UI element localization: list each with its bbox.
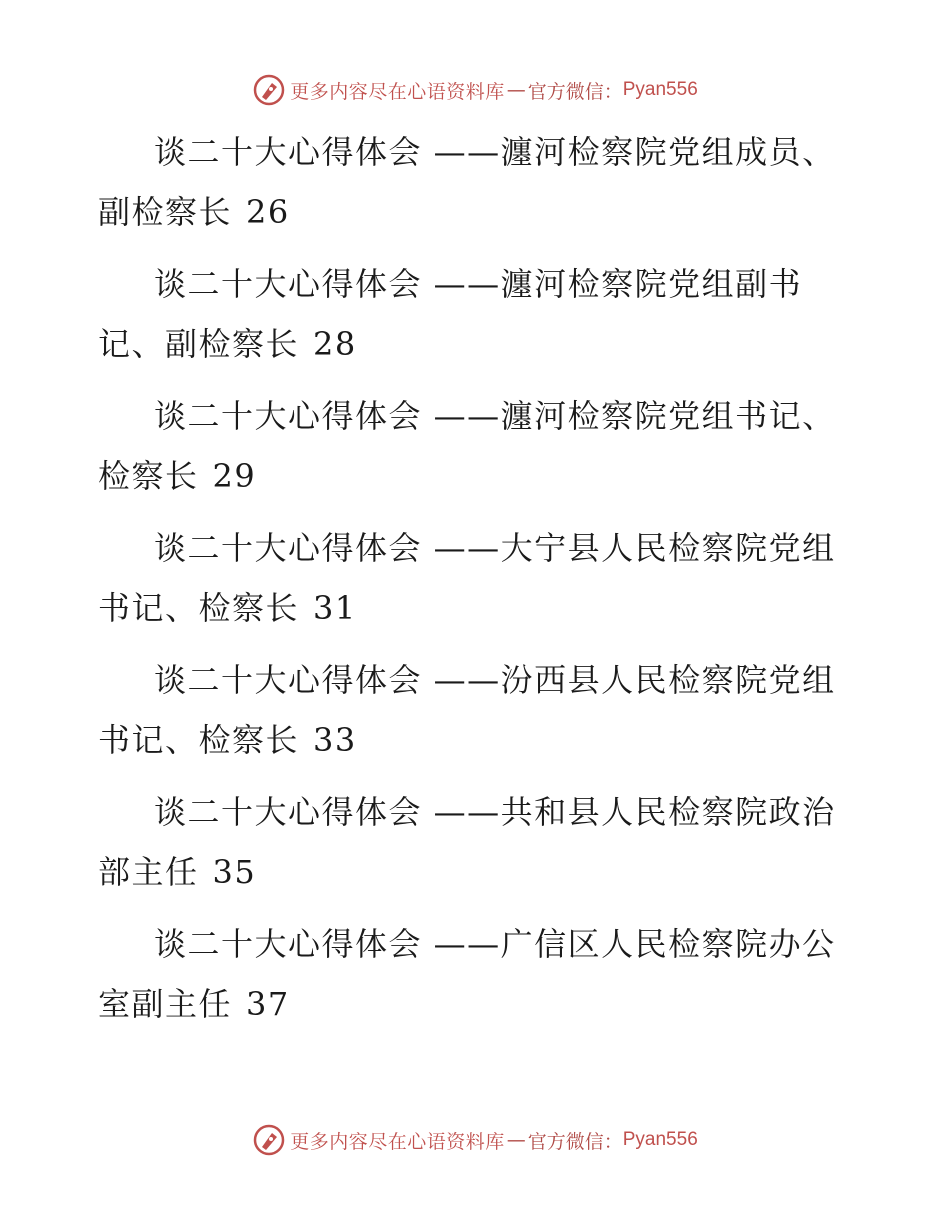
toc-entry-title: 谈二十大心得体会 ——瀍河检察院党组成员、副检察长 <box>98 133 836 231</box>
watermark-wechat-label: 官方微信： <box>527 80 623 103</box>
toc-entry[interactable] <box>98 386 858 506</box>
pen-nib-logo-icon <box>252 1123 286 1157</box>
toc-entry[interactable] <box>98 782 858 902</box>
table-of-contents <box>98 122 858 1046</box>
toc-entry-page: 33 <box>313 721 357 759</box>
toc-entry-page: 28 <box>313 325 357 363</box>
toc-entry[interactable] <box>98 914 858 1034</box>
watermark-site-name: 更多内容尽在心语资料库 <box>290 80 505 103</box>
watermark-separator: — <box>506 1129 526 1151</box>
toc-entry[interactable] <box>98 122 858 242</box>
watermark-wechat-id: Pyan556 <box>622 79 698 100</box>
toc-entry[interactable] <box>98 518 858 638</box>
toc-entry-page: 31 <box>313 589 357 627</box>
toc-entry-page: 26 <box>246 193 290 231</box>
toc-entry-page: 29 <box>212 457 257 495</box>
watermark-wechat-id: Pyan556 <box>622 1129 698 1150</box>
footer-watermark <box>0 1120 950 1160</box>
toc-entry-page: 37 <box>246 985 290 1023</box>
toc-entry-title: 谈二十大心得体会 ——瀍河检察院党组书记、检察长 <box>98 397 836 495</box>
watermark-site-name: 更多内容尽在心语资料库 <box>290 1130 505 1153</box>
toc-entry-title: 谈二十大心得体会 ——广信区人民检察院办公室副主任 <box>98 925 836 1023</box>
pen-nib-logo-icon <box>252 73 286 107</box>
toc-entry[interactable] <box>98 254 858 374</box>
watermark-wechat-label: 官方微信： <box>527 1130 623 1153</box>
header-watermark <box>0 70 950 110</box>
toc-entry[interactable] <box>98 650 858 770</box>
toc-entry-title: 谈二十大心得体会 ——共和县人民检察院政治部主任 <box>98 793 836 891</box>
toc-entry-page: 35 <box>212 853 257 891</box>
toc-entry-title: 谈二十大心得体会 ——大宁县人民检察院党组书记、检察长 <box>98 529 836 627</box>
toc-entry-title: 谈二十大心得体会 ——汾西县人民检察院党组书记、检察长 <box>98 661 836 759</box>
toc-entry-title: 谈二十大心得体会 ——瀍河检察院党组副书记、副检察长 <box>98 265 803 363</box>
watermark-separator: — <box>506 79 526 101</box>
